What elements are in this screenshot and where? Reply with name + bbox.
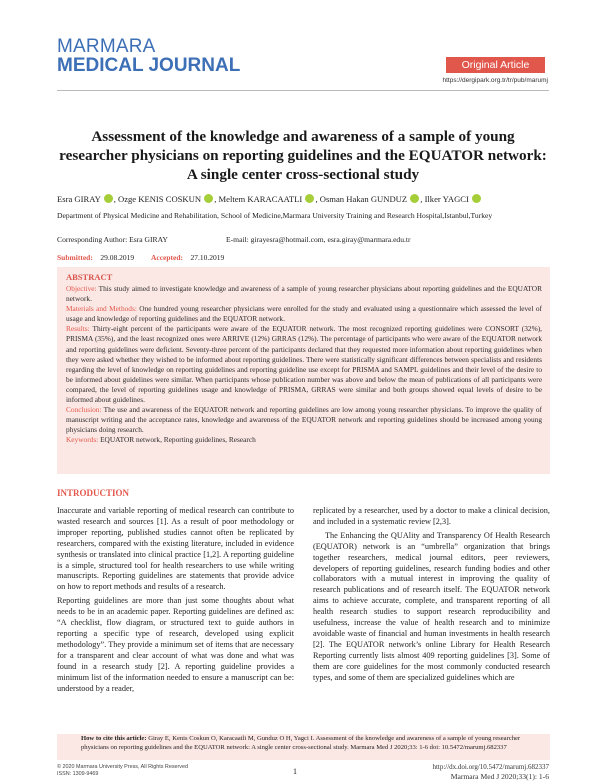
- body-paragraph: Reporting guidelines are more than just some thoughts about what needs to be in an academic paper. Reporting guidelines are defined as: “A checklist, flow diagram, or structured text to guide authors in reporting a specific type of research, developed using explicit methodology”. They provide a minimum set of items that are necessary for a transparent and clear account of what was done and what was found in a research study [2]. A reporting guideline provides a minimum list of the information needed to ensure a manuscript can be: understood by a reader,: [57, 596, 294, 693]
- orcid-icon[interactable]: [472, 194, 481, 203]
- orcid-icon[interactable]: [410, 194, 419, 203]
- results-text: Thirty-eight percent of the participants were aware of the EQUATOR network. The most recognized reporting guidelines were CONSORT (32%), PRISMA (35%), and the least recognized ones were ARRIVE (12%) GRRAS (12%). The percentage of participants who were aware of the EQUATOR network and reporting guidelines were deficient. Seventy-three percent of the participants declared that they requested more information about reporting guidelines when they were asked whether they wished to be informed about reporting guidelines. There were statistically significant differences between specialists and residents regarding the level of knowledge on reporting guidelines and reporting guideline use except for PRISMA and SAMPL guidelines and their level of the desire to be informed about guidelines were similar. When participants whose publication number was above and below the mean of publications of all participants were compared, the level of reporting guidelines usage and knowledge of PRISMA, GRRAS were similar and both groups showed equal levels of desire to be informed about guidelines.: [66, 324, 542, 405]
- accepted-date: 27.10.2019: [190, 253, 225, 262]
- how-to-cite-box: [57, 734, 550, 760]
- author-name: Esra GIRAY: [57, 194, 101, 204]
- keywords-text: EQUATOR network, Reporting guidelines, Research: [98, 435, 256, 445]
- journal-name-bottom: MEDICAL JOURNAL: [57, 55, 241, 76]
- copyright-text: © 2020 Marmara University Press, All Rights Reserved: [57, 764, 188, 770]
- copyright-notice: [57, 764, 188, 778]
- author-list: Esra GIRAY , Ozge KENIS COSKUN , Meltem KARACAATLI , Osman Hakan GUNDUZ , Ilker YAGCI: [57, 193, 549, 205]
- author-name: Ilker YAGCI: [424, 194, 469, 204]
- author-name: Ozge KENIS COSKUN: [117, 194, 202, 204]
- abstract-heading: ABSTRACT: [66, 272, 113, 282]
- journal-name-top: MARMARA: [57, 36, 156, 57]
- article-type-badge: Original Article: [446, 57, 545, 73]
- journal-url[interactable]: https://dergipark.org.tr/tr/pub/marumj: [442, 77, 548, 84]
- abstract-methods: [66, 304, 542, 324]
- submitted-date: 29.08.2019: [100, 253, 135, 262]
- issn: ISSN: 1309-9469: [57, 771, 99, 777]
- objective-text: This study aimed to investigate knowledge and awareness of a sample of young researcher physicians about reporting guidelines and the EQUATOR network.: [66, 284, 542, 304]
- abstract-objective: [66, 284, 542, 304]
- page-number: 1: [293, 767, 297, 776]
- body-paragraph: replicated by a researcher, used by a doctor to make a clinical decision, and included in a systematic review [2,3].: [313, 506, 550, 526]
- orcid-icon[interactable]: [305, 194, 314, 203]
- how-to-cite-label: How to cite this article:: [81, 735, 147, 742]
- corresponding-email[interactable]: E-mail: girayesra@hotmail.com, esra.giray@marmara.edu.tr: [226, 235, 411, 244]
- abstract-conclusion: [66, 405, 542, 435]
- body-paragraph: The Enhancing the QUAlity and Transparency Of Health Research (EQUATOR) network is an “umbrella” organization that brings together researchers, medical journal editors, peer reviewers, developers of reporting guidelines, research funding bodies and other collaborators with a mutual interest in improving the quality of research publications and of research itself. The EQUATOR network aims to achieve accurate, complete, and transparent reporting of all health research studies to support research reproducibility and usefulness, increase the value of health research and to minimize avoidable waste of financial and human investments in health research [2]. The EQUATOR network’s online Library for Health Research Reporting currently lists almost 409 reporting guidelines [3]. Some of them are core guidelines for the most commonly conducted research types, and some of them are specialized guidelines which are: [313, 530, 550, 682]
- article-title: Assessment of the knowledge and awareness of a sample of young researcher physicians on reporting guidelines and the EQUATOR network: A single center cross-sectional study: [59, 128, 547, 183]
- results-label: Results:: [66, 324, 90, 334]
- orcid-icon[interactable]: [104, 194, 113, 203]
- conclusion-text: The use and awareness of the EQUATOR network and reporting guidelines are low among young researcher physicians. To improve the quality of manuscript writing and the acceptance rates, knowledge and awareness of the EQUATOR network and reporting guidelines should be increased among young physicians doing research.: [66, 405, 542, 435]
- body-paragraph: Inaccurate and variable reporting of medical research can contribute to wasted research and sources [1]. As a result of poor methodology or improper reporting, published studies cannot often be replicated by researchers, compared with the existing literature, included in evidence synthesis or translated into clinical practice [1,2]. A reporting guideline is a simple, structured tool for health researchers to use while writing manuscripts. Reporting guidelines are statements that provide advice on how to report methods and results of a research.: [57, 506, 294, 592]
- abstract-results: [66, 324, 542, 405]
- methods-label: Materials and Methods:: [66, 304, 137, 314]
- body-column-right: [313, 506, 550, 687]
- author-name: Osman Hakan GUNDUZ: [319, 194, 408, 204]
- corresponding-author: Corresponding Author: Esra GIRAY: [57, 235, 168, 244]
- article-dates: [57, 252, 224, 263]
- methods-text: One hundred young researcher physicians were enrolled for the study and evaluated using a questionnaire which assessed the level of usage and knowledge of reporting guidelines and the EQUATOR network.: [66, 304, 542, 324]
- introduction-heading: INTRODUCTION: [57, 488, 130, 498]
- header-divider: [57, 90, 549, 91]
- how-to-cite-text: Giray E, Kenis Coskun O, Karacaatli M, Gunduz O H, Yagci I. Assessment of the knowledge and awareness of a sample of young researcher physicians on reporting guidelines and the EQUATOR network: A single center cross-sectional study. Marmara Med J 2020;33: 1-6 doi: 10.5472/marumj.682337: [81, 735, 521, 751]
- objective-label: Objective:: [66, 284, 97, 293]
- accepted-label: Accepted:: [150, 253, 184, 262]
- affiliation: Department of Physical Medicine and Rehabilitation, School of Medicine,Marmara University Training and Research Hospital,Istanbul,Turkey: [57, 211, 493, 220]
- author-name: Meltem KARACAATLI: [218, 194, 303, 204]
- keywords-label: Keywords:: [66, 435, 99, 445]
- conclusion-label: Conclusion:: [66, 405, 102, 415]
- abstract-keywords: [66, 435, 542, 445]
- submitted-label: Submitted:: [57, 253, 93, 262]
- footer-citation: Marmara Med J 2020;33(1): 1-6: [450, 772, 549, 781]
- body-column-left: [57, 506, 294, 697]
- footer-doi[interactable]: http://dx.doi.org/10.5472/marumj.682337: [432, 763, 549, 771]
- abstract-box: [57, 267, 550, 474]
- orcid-icon[interactable]: [204, 194, 213, 203]
